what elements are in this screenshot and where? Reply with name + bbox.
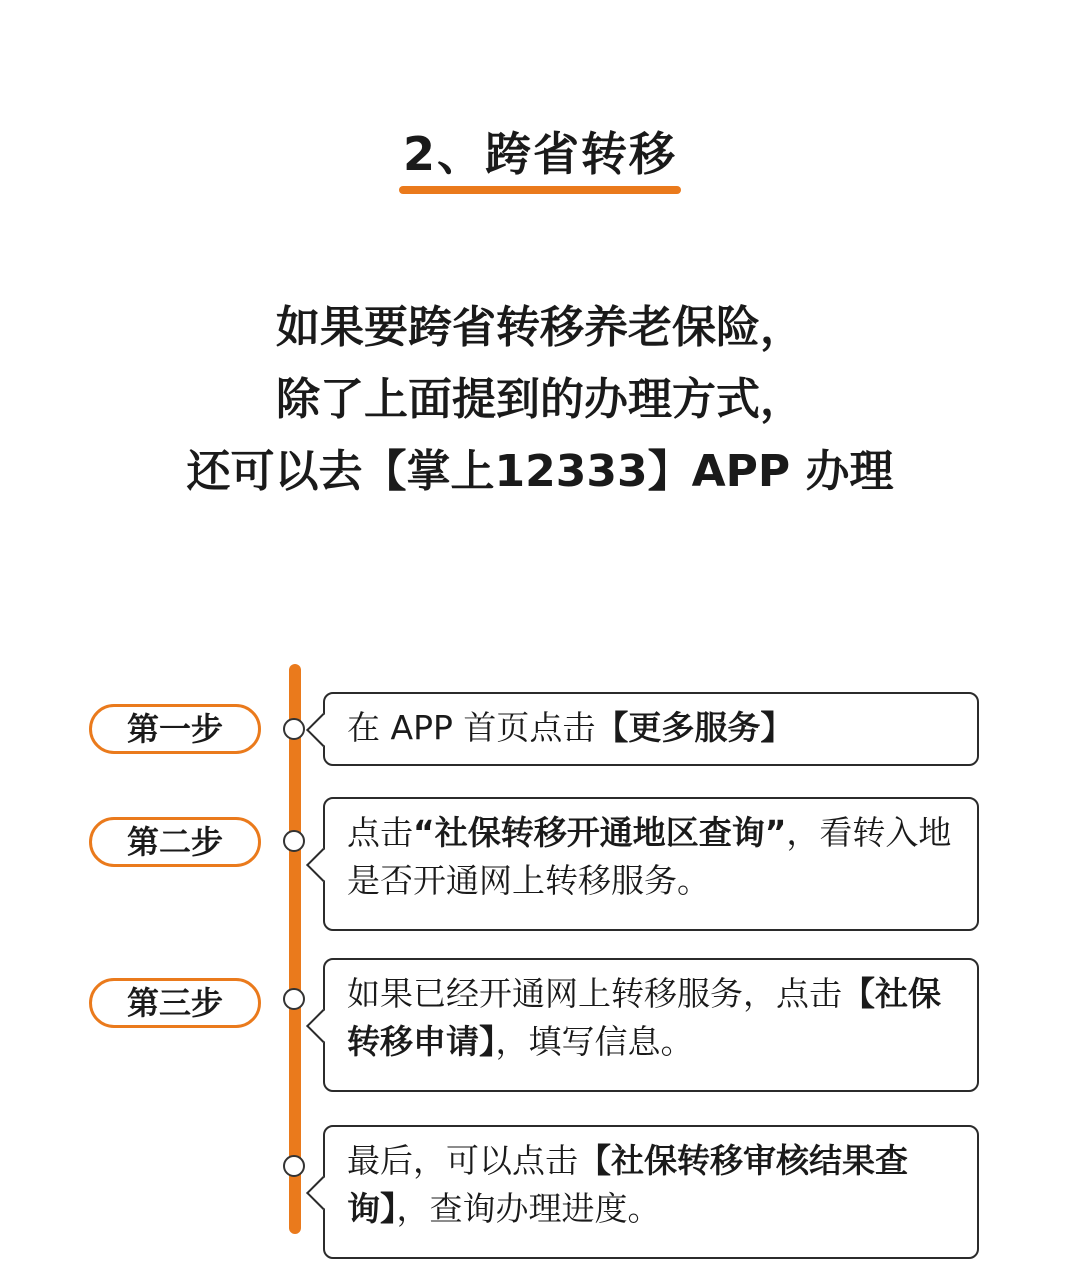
step-1-text: 在 APP 首页点击 (347, 708, 596, 747)
intro-text (0, 292, 1080, 508)
timeline-node-3 (283, 988, 305, 1010)
step-3-text: 如果已经开通网上转移服务，点击 (347, 974, 842, 1013)
step-3-label: 第三步 (89, 978, 261, 1028)
step-4-text: 最后，可以点击 (347, 1141, 578, 1180)
step-1-label: 第一步 (89, 704, 261, 754)
title-underline (399, 186, 681, 194)
step-2-label: 第二步 (89, 817, 261, 867)
card-pointer (306, 848, 340, 882)
timeline-node-4 (283, 1155, 305, 1177)
card-pointer (306, 713, 340, 747)
timeline-line (289, 664, 301, 1234)
intro-line-1: 如果要跨省转移养老保险， (276, 302, 804, 353)
intro-line-2: 除了上面提到的办理方式， (276, 374, 804, 425)
step-1-highlight: 【更多服务】 (595, 708, 794, 747)
step-3-text-end: ，填写信息。 (495, 1022, 694, 1061)
step-2-text: 点击 (347, 813, 413, 852)
timeline-node-2 (283, 830, 305, 852)
step-1-card (323, 692, 979, 766)
step-4-card (323, 1125, 979, 1259)
card-pointer (306, 1176, 340, 1210)
timeline-node-1 (283, 718, 305, 740)
intro-line-3: 还可以去【掌上12333】APP 办理 (186, 446, 894, 497)
card-pointer (306, 1009, 340, 1043)
step-2-text-end: ，看转入地是否开通网上转移服务。 (347, 813, 952, 900)
step-4-text-end: ，查询办理进度。 (396, 1189, 661, 1228)
step-4-highlight: 【社保转移审核结果查询】 (347, 1141, 908, 1228)
step-3-highlight: 【社保转移申请】 (347, 974, 941, 1061)
step-2-highlight: “社保转移开通地区查询” (413, 813, 787, 852)
step-2-card (323, 797, 979, 931)
section-title: 2、跨省转移 (402, 127, 677, 181)
step-3-card (323, 958, 979, 1092)
